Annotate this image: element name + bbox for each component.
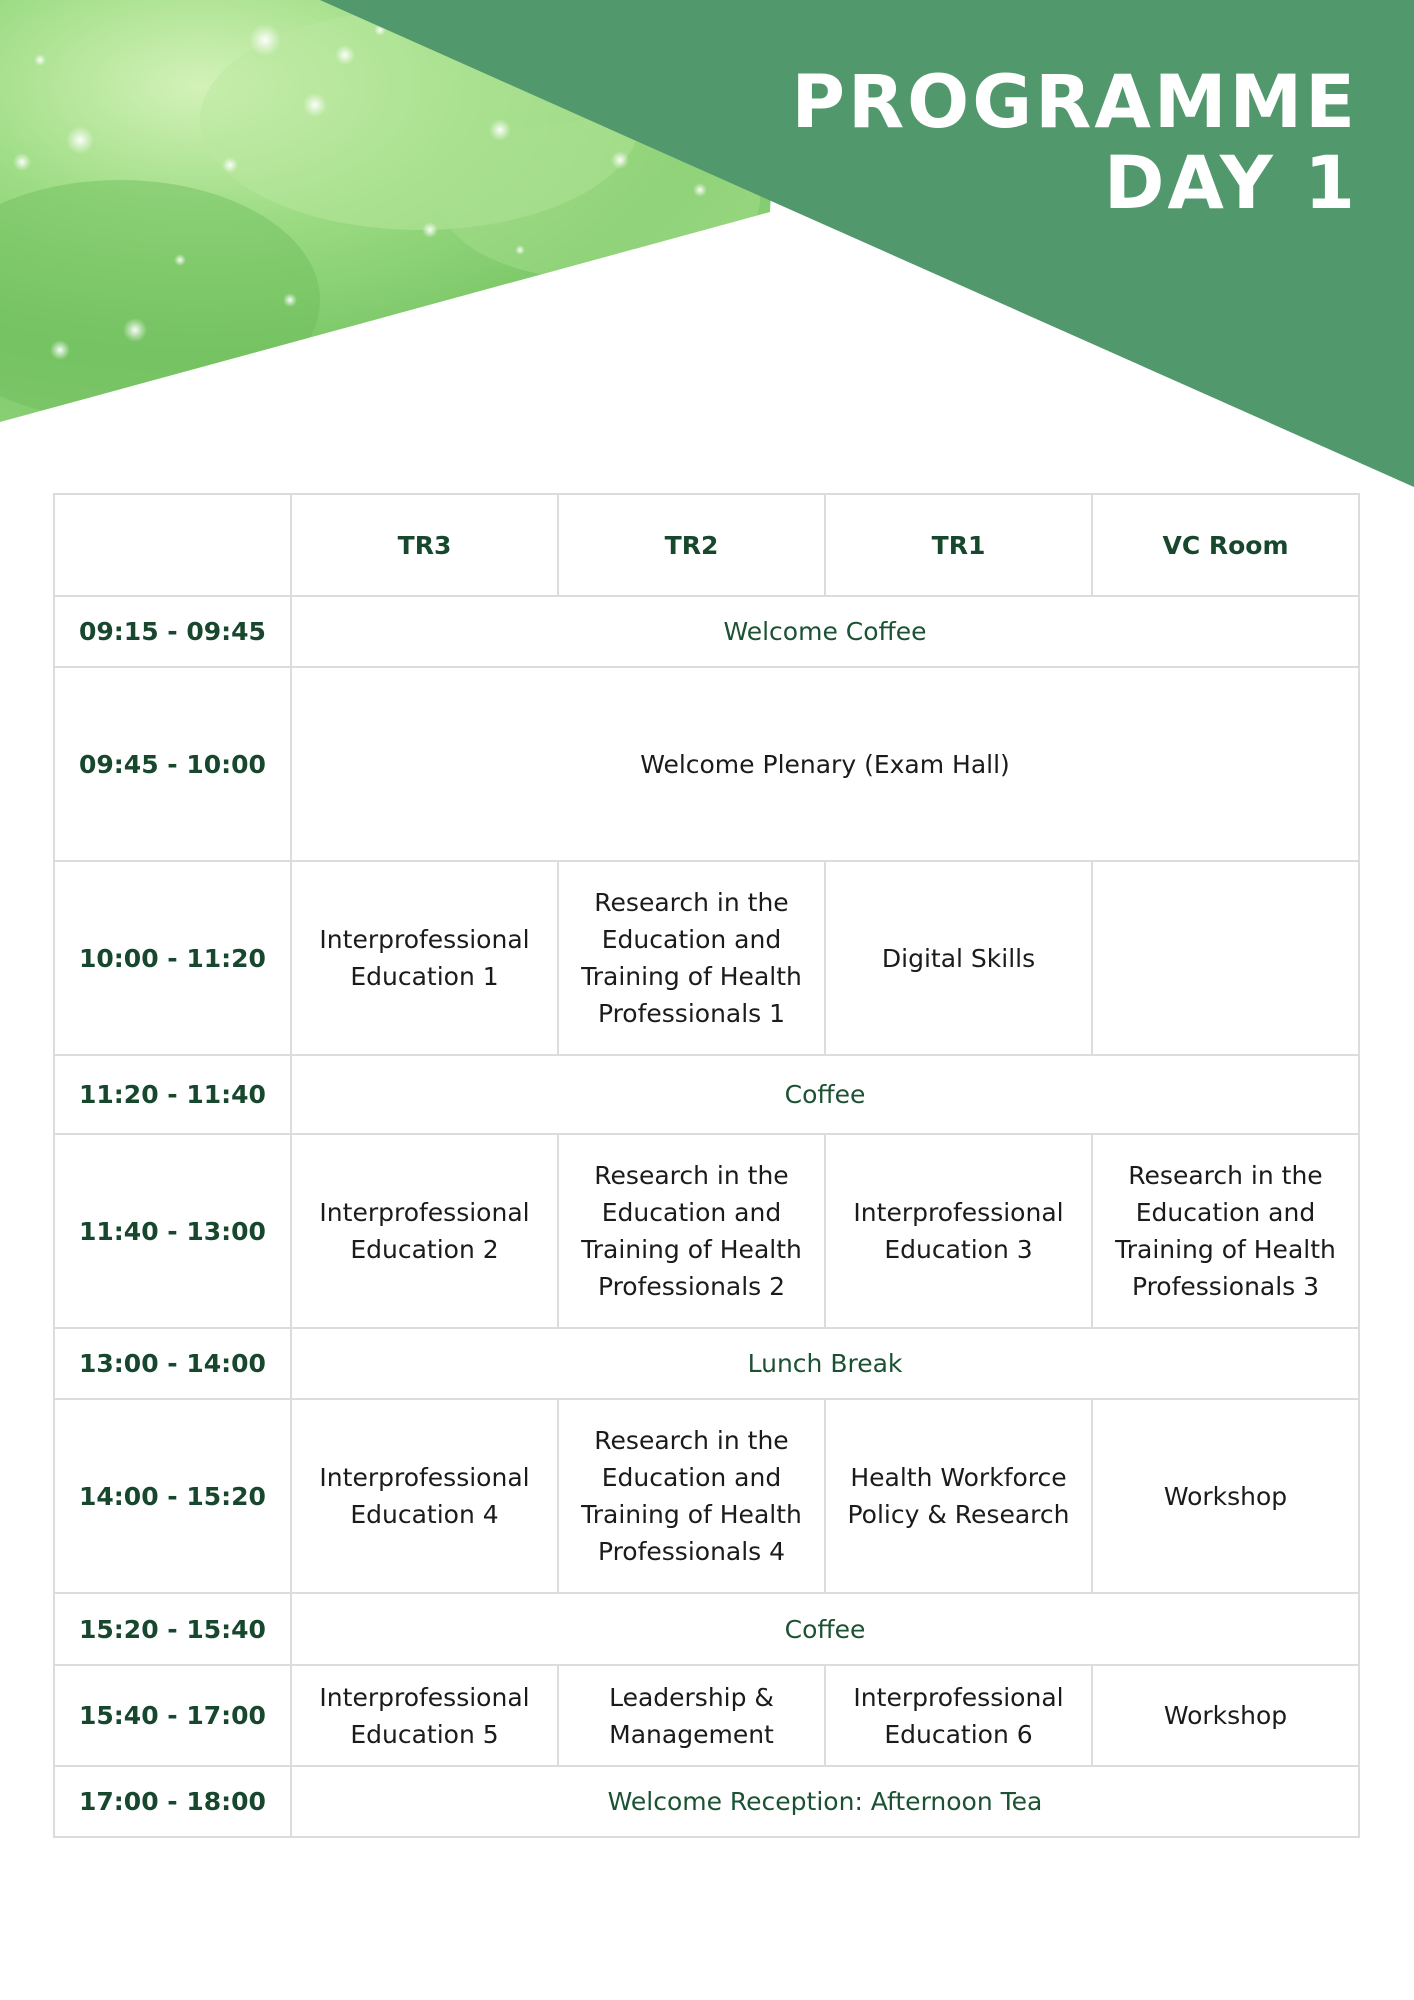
session-title: Interprofessional Education 5	[319, 1682, 530, 1749]
session-coffee: Coffee	[291, 1593, 1359, 1665]
session-cell	[291, 1665, 558, 1766]
session-cell	[291, 1399, 558, 1593]
table-row	[54, 1593, 1359, 1665]
time-slot: 13:00 - 14:00	[54, 1328, 291, 1399]
table-row	[54, 1328, 1359, 1399]
table-row	[54, 667, 1359, 861]
table-row	[54, 1665, 1359, 1766]
schedule-table	[53, 493, 1360, 1838]
session-cell	[825, 1665, 1092, 1766]
session-cell	[558, 1399, 825, 1593]
table-row	[54, 1766, 1359, 1837]
time-slot: 15:40 - 17:00	[54, 1665, 291, 1766]
session-cell	[558, 1134, 825, 1328]
table-row	[54, 1134, 1359, 1328]
title-line-day: DAY 1	[1103, 141, 1358, 226]
session-cell	[825, 1399, 1092, 1593]
session-cell	[558, 1665, 825, 1766]
session-cell	[291, 1134, 558, 1328]
header-time-cell	[54, 494, 291, 596]
time-slot: 15:20 - 15:40	[54, 1593, 291, 1665]
session-title: Research in the Education and Training of Health Professionals 4	[581, 1426, 802, 1566]
session-cell-empty	[1092, 861, 1359, 1055]
session-title: Interprofessional Education 4	[319, 1463, 530, 1529]
session-title: Interprofessional Education 3	[853, 1198, 1064, 1264]
table-row	[54, 1399, 1359, 1593]
session-title: Interprofessional Education 2	[319, 1198, 530, 1264]
session-title: Leadership & Management	[609, 1682, 774, 1749]
session-title: Digital Skills	[881, 943, 1036, 973]
session-title: Workshop	[1163, 1701, 1288, 1730]
session-lunch-break: Lunch Break	[291, 1328, 1359, 1399]
session-cell	[825, 861, 1092, 1055]
session-cell	[825, 1134, 1092, 1328]
time-slot: 11:40 - 13:00	[54, 1134, 291, 1328]
header-row	[54, 494, 1359, 596]
time-slot: 10:00 - 11:20	[54, 861, 291, 1055]
column-header-tr2: TR2	[558, 494, 825, 596]
session-title: Workshop	[1163, 1481, 1288, 1511]
session-title: Interprofessional Education 1	[319, 925, 530, 991]
table-row	[54, 596, 1359, 667]
session-cell	[291, 861, 558, 1055]
column-header-tr3: TR3	[291, 494, 558, 596]
time-slot: 17:00 - 18:00	[54, 1766, 291, 1837]
time-slot: 14:00 - 15:20	[54, 1399, 291, 1593]
session-welcome-coffee: Welcome Coffee	[291, 596, 1359, 667]
session-title: Interprofessional Education 6	[853, 1682, 1064, 1749]
session-welcome-plenary: Welcome Plenary (Exam Hall)	[291, 667, 1359, 861]
table-row	[54, 861, 1359, 1055]
title-line-programme: PROGRAMME	[791, 60, 1358, 145]
session-title: Health Workforce Policy & Research	[847, 1463, 1070, 1529]
session-welcome-reception: Welcome Reception: Afternoon Tea	[291, 1766, 1359, 1837]
session-title: Research in the Education and Training of Health Professionals 1	[581, 888, 802, 1028]
column-header-vc-room: VC Room	[1092, 494, 1359, 596]
session-cell	[1092, 1665, 1359, 1766]
session-cell	[558, 861, 825, 1055]
session-cell	[1092, 1134, 1359, 1328]
time-slot: 11:20 - 11:40	[54, 1055, 291, 1134]
session-title: Research in the Education and Training of Health Professionals 3	[1115, 1161, 1336, 1301]
session-cell	[1092, 1399, 1359, 1593]
table-row	[54, 1055, 1359, 1134]
time-slot: 09:15 - 09:45	[54, 596, 291, 667]
page-title	[791, 62, 1358, 224]
column-header-tr1: TR1	[825, 494, 1092, 596]
time-slot: 09:45 - 10:00	[54, 667, 291, 861]
session-coffee: Coffee	[291, 1055, 1359, 1134]
session-title: Research in the Education and Training of Health Professionals 2	[581, 1161, 802, 1301]
